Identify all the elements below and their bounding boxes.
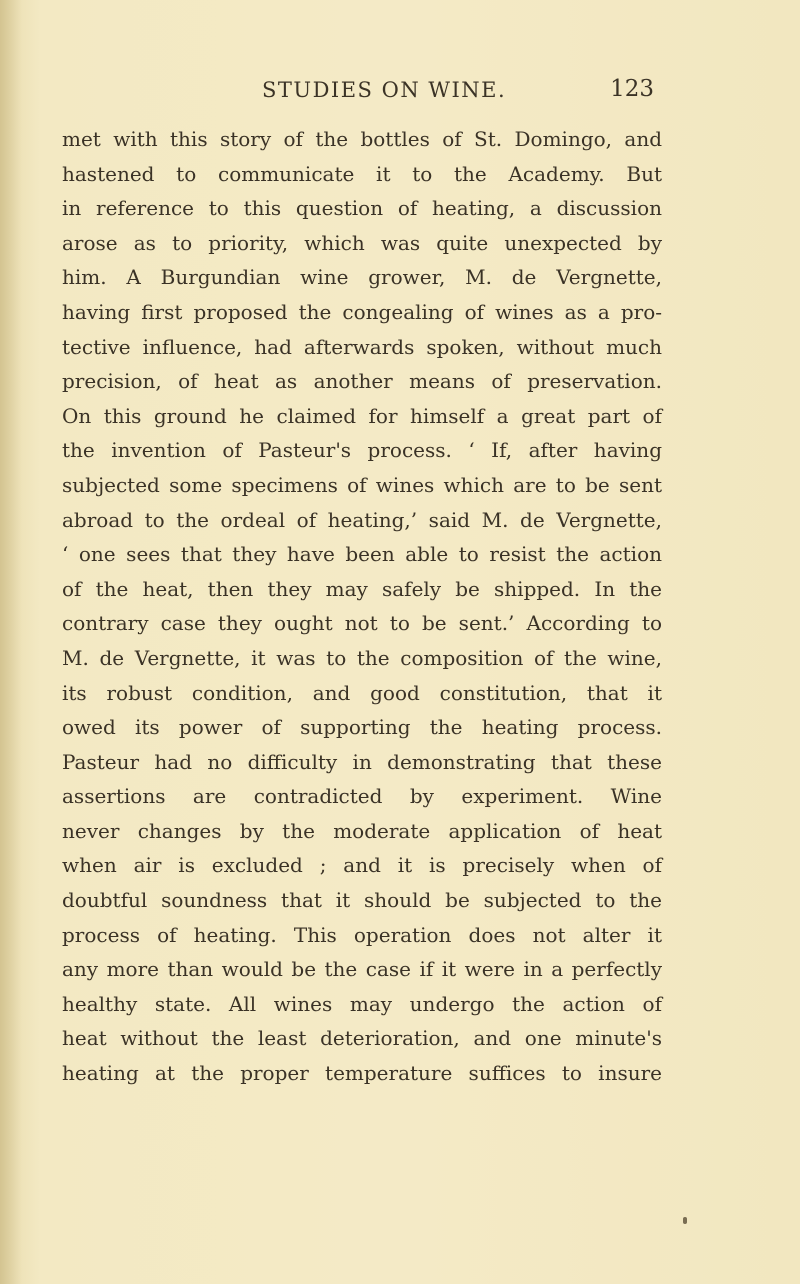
text-line: the invention of Pasteur's process. ‘ If, after having [62, 438, 662, 463]
page-gutter-shadow [0, 0, 22, 1284]
running-head [62, 78, 654, 112]
text-line: heat without the least deterioration, and one minute's [62, 1026, 662, 1051]
text-line: met with this story of the bottles of St. Domingo, and [62, 127, 662, 151]
text-line: abroad to the ordeal of heating,’ said M. de Vergnette, [62, 507, 662, 532]
text-line: process of heating. This operation does not alter it [62, 922, 662, 947]
text-line: never changes by the moderate application of heat [62, 818, 662, 843]
text-line: On this ground he claimed for himself a great part of [62, 403, 662, 428]
text-line: assertions are contradicted by experiment. Wine [62, 784, 662, 809]
text-line: ‘ one sees that they have been able to resist the action [62, 542, 662, 567]
text-line: doubtful soundness that it should be subjected to the [62, 888, 662, 913]
text-line: M. de Vergnette, it was to the composition of the wine, [62, 645, 662, 670]
text-line: in reference to this question of heating, a discussion [62, 196, 662, 221]
text-line: him. A Burgundian wine grower, M. de Vergnette, [62, 265, 662, 290]
text-line: Pasteur had no difficulty in demonstrating that these [62, 749, 662, 774]
text-line: owed its power of supporting the heating process. [62, 715, 662, 740]
text-line: hastened to communicate it to the Academy. But [62, 161, 662, 186]
text-line: having first proposed the congealing of wines as a pro- [62, 299, 662, 324]
text-line: of the heat, then they may safely be shipped. In the [62, 576, 662, 601]
body-text [62, 122, 662, 1091]
text-line: healthy state. All wines may undergo the action of [62, 991, 662, 1016]
page-number: 123 [610, 76, 654, 102]
text-line: arose as to priority, which was quite unexpected by [62, 230, 662, 255]
text-line: heating at the proper temperature suffices to insure [62, 1061, 662, 1086]
text-line: contrary case they ought not to be sent.’ According to [62, 611, 662, 636]
text-line: tective influence, had afterwards spoken, without much [62, 334, 662, 359]
text-line: any more than would be the case if it were in a perfectly [62, 957, 662, 982]
ink-speck [683, 1217, 687, 1224]
running-title: STUDIES ON WINE. [262, 78, 507, 102]
text-line: subjected some specimens of wines which are to be sent [62, 472, 662, 497]
text-line: its robust condition, and good constitution, that it [62, 680, 662, 705]
text-line: precision, of heat as another means of preservation. [62, 369, 662, 394]
text-line: when air is excluded ; and it is precisely when of [62, 853, 662, 878]
